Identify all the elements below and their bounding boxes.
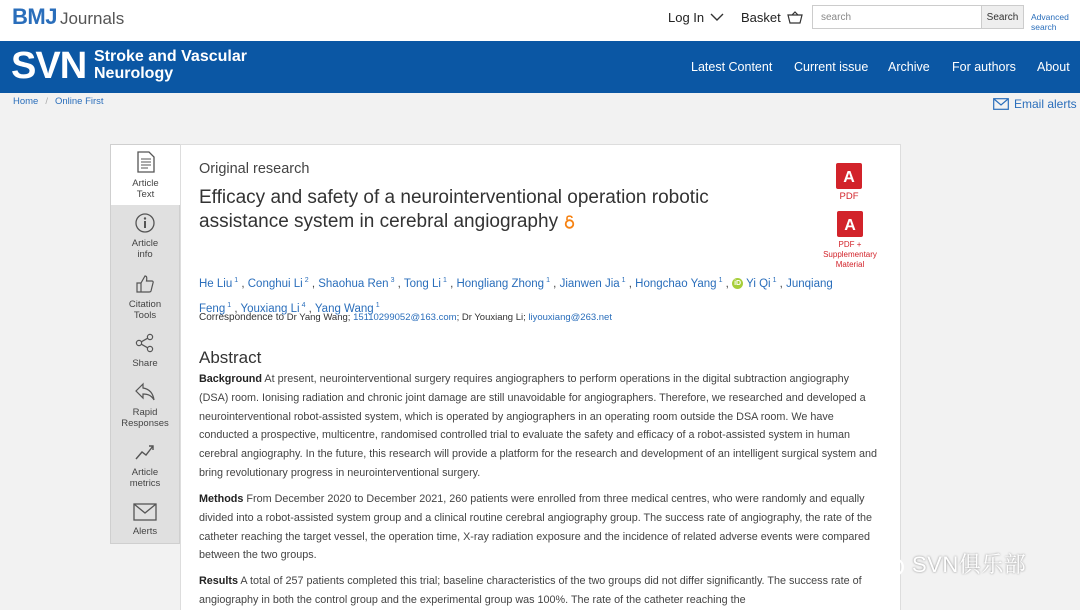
sidebar-item-article-info[interactable] <box>111 213 179 260</box>
corr-email-link[interactable]: liyouxiang@263.net <box>528 312 612 323</box>
article-tools-sidebar <box>110 144 180 544</box>
sidebar-item-citation-tools[interactable] <box>111 274 179 321</box>
orcid-icon: iD <box>734 280 742 288</box>
wechat-watermark <box>862 548 1026 579</box>
journal-name-line2: Neurology <box>94 65 174 82</box>
correspondence-label: Correspondence to <box>199 312 285 323</box>
svg-text:A: A <box>843 169 855 186</box>
author-link[interactable]: Junqiang Feng $^1$ <box>199 277 833 315</box>
search-input[interactable] <box>812 5 982 29</box>
reply-icon <box>134 382 156 402</box>
breadcrumb-online-first[interactable]: Online First <box>54 96 104 107</box>
author-link[interactable]: Jianwen Jia $^1$ <box>559 277 626 290</box>
article-title: Efficacy and safety of a neurointerventional operation robotic assistance system in cerebral angiography <box>199 187 709 232</box>
info-icon <box>135 213 155 233</box>
author-link[interactable]: Hongliang Zhong $^1$ <box>456 277 550 290</box>
sidebar-label-share: Share <box>132 358 158 369</box>
pdf-icon <box>836 163 862 189</box>
document-icon <box>137 151 155 173</box>
email-alerts-link[interactable] <box>993 97 1077 111</box>
sidebar-item-rapid-responses[interactable] <box>111 382 179 429</box>
svn-logo[interactable]: SVN <box>11 45 87 87</box>
author-link[interactable]: Hongchao Yang $^1$ <box>635 277 723 290</box>
article-type: Original research <box>199 161 310 177</box>
author-link[interactable]: Yang Wang $^1$ <box>314 301 380 315</box>
author-link[interactable]: He Liu $^1$ <box>199 277 239 290</box>
nav-archive[interactable]: Archive <box>888 60 930 74</box>
sidebar-item-article-metrics[interactable] <box>111 442 179 489</box>
breadcrumb <box>13 96 104 107</box>
sidebar-label-article-text: Article Text <box>132 178 159 200</box>
journal-name-line1: Stroke and Vascular <box>94 48 247 65</box>
envelope-icon <box>993 98 1009 110</box>
correspondence: Correspondence to Dr Yang Wang; 15110299052@163.com; Dr Youxiang Li; liyouxiang@263.net <box>199 312 612 323</box>
sidebar-label-article-info: Article info <box>131 238 159 260</box>
journal-header <box>0 41 1080 93</box>
pdf-icon <box>837 211 863 237</box>
journal-name[interactable] <box>94 48 247 82</box>
basket-button[interactable] <box>741 10 803 25</box>
sidebar-item-share[interactable] <box>111 333 179 369</box>
author-link[interactable]: iD Yi Qi $^1$ <box>734 277 777 290</box>
sidebar-label-article-metrics: Article metrics <box>129 467 161 489</box>
sidebar-item-article-text[interactable] <box>111 145 181 205</box>
thumb-icon <box>135 274 155 294</box>
pdf-supplementary-link[interactable] <box>820 211 880 270</box>
advanced-search-link[interactable]: Advanced search <box>1031 12 1069 32</box>
sidebar-item-alerts[interactable] <box>111 503 179 537</box>
sidebar-label-citation-tools: Citation Tools <box>128 299 162 321</box>
pdf-label: PDF <box>839 191 859 202</box>
bmj-brand: BMJ <box>12 4 57 29</box>
share-icon <box>135 333 155 353</box>
breadcrumb-separator: / <box>45 96 48 107</box>
pdf-download-link[interactable] <box>836 163 862 202</box>
journals-brand: Journals <box>59 9 125 28</box>
abstract-results: Results A total of 257 patients completed this trial; baseline characteristics of the two groups did not differ significantly. The success rate of angiography in both the control group and the experimental group was 100%. The rate of the catheter reaching the <box>199 575 862 606</box>
abstract-background: Background At present, neurointerventional surgery requires angiographers to perform operations in the digital subtraction angiography (DSA) room. Ionising radiation and chronic joint damage are still unavoidable for angiographers. Therefore, we researched and developed a neurointerventional robot-assisted system, which is operated by angiographers in an operating room outside the DSA room. We have conducted a prospective, multicentre, randomised controlled trial to evaluate the safety and efficacy of a robot-assisted system in human cerebral angiography. In the future, this research will provide a platform for the research and development of an intelligent surgical system and bring revolutionary progress in neurointerventional surgery. <box>199 373 877 479</box>
abstract-methods: Methods From December 2020 to December 2021, 260 patients were enrolled from three medical centres, who were randomly and equally divided into a robot-assisted system group and a clinical routine cerebral angiography group. The success rate of angiography, the rate of the catheter reaching the target vessel, the operation time, X-ray radiation exposure and the incidence of related adverse events were compared between the two groups. <box>199 493 873 562</box>
sidebar-label-rapid-responses: Rapid Responses <box>121 407 169 429</box>
nav-latest-content[interactable]: Latest Content <box>691 60 773 74</box>
watermark-text: SVN俱乐部 <box>912 552 1027 577</box>
nav-for-authors[interactable]: For authors <box>952 60 1016 74</box>
basket-label: Basket <box>741 10 781 25</box>
breadcrumb-home[interactable]: Home <box>13 96 39 107</box>
corr-email-link[interactable]: 15110299052@163.com <box>353 312 457 323</box>
author-link[interactable]: Shaohua Ren $^3$ <box>318 277 395 290</box>
author-link[interactable]: Tong Li $^1$ <box>403 277 447 290</box>
sidebar-label-alerts: Alerts <box>132 526 158 537</box>
login-button[interactable] <box>668 10 724 25</box>
article-panel <box>180 144 901 610</box>
pdf-supp-label: PDF + Supplementary Material <box>823 240 877 269</box>
chevron-down-icon <box>710 13 724 22</box>
login-label: Log In <box>668 10 705 25</box>
mail-icon <box>133 503 157 521</box>
nav-about[interactable]: About <box>1037 60 1070 74</box>
abstract-heading: Abstract <box>199 348 262 367</box>
nav-current-issue[interactable]: Current issue <box>794 60 869 74</box>
bmj-journals-logo[interactable] <box>12 4 124 34</box>
author-list: He Liu $^1$ , Conghui Li $^2$ , Shaohua Ren $^3$ , Tong Li $^1$ , Hongliang Zhong $^1$ , Jianwen Jia $^1$ , Hongchao Yang $^1$ , iD Yi Qi $^1$ , Junqiang Feng $^1$ , Youxiang Li $^4$ , Yang Wang $^1$ <box>199 277 833 315</box>
email-alerts-label: Email alerts <box>1014 97 1077 111</box>
author-link[interactable]: Conghui Li $^2$ <box>247 277 309 290</box>
svg-text:A: A <box>844 217 856 234</box>
basket-icon <box>787 11 803 24</box>
chart-icon <box>134 442 156 462</box>
open-access-icon <box>564 214 575 229</box>
search-button[interactable]: Search <box>982 5 1024 29</box>
top-bar <box>0 0 1080 41</box>
wechat-icon <box>862 549 906 579</box>
author-link[interactable]: Youxiang Li $^4$ <box>240 301 306 315</box>
